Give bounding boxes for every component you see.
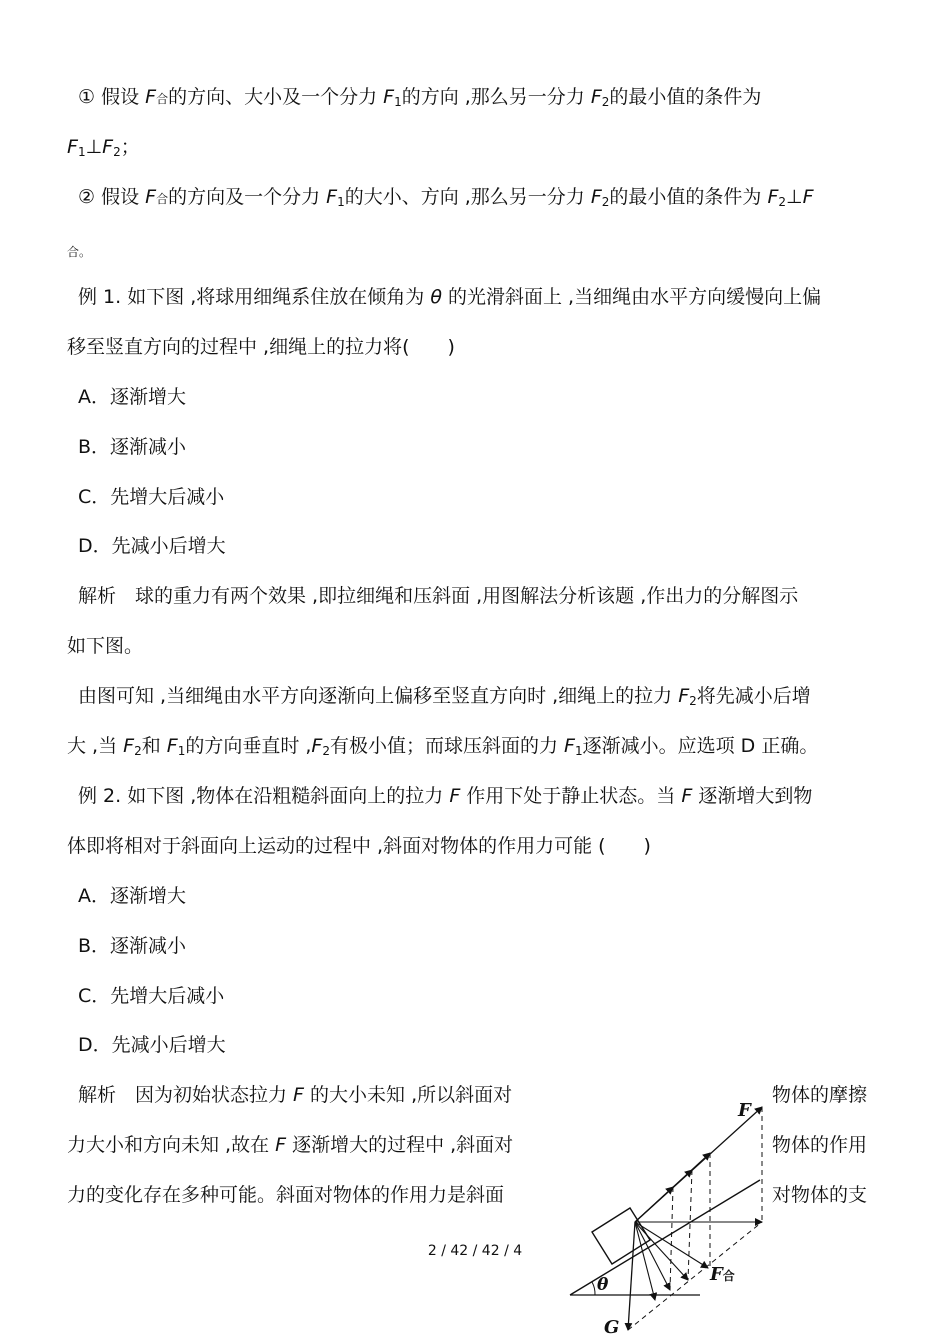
text: 的最小值的条件为 bbox=[609, 186, 768, 208]
example-1-option-b: B．逐渐减小 bbox=[78, 436, 187, 458]
example-2-option-b: B．逐渐减小 bbox=[78, 935, 187, 957]
var-f: F bbox=[681, 785, 693, 807]
example-1-solution-line-3 bbox=[78, 684, 811, 713]
example-1-solution-line-4 bbox=[67, 734, 818, 763]
subscript-he: 合 bbox=[156, 92, 169, 106]
theta-arc bbox=[592, 1282, 595, 1295]
var-f: F bbox=[564, 735, 575, 757]
semicolon: ； bbox=[120, 136, 140, 158]
var-f: F bbox=[166, 735, 178, 757]
text: 由图可知 ,当细绳由水平方向逐渐向上偏移至竖直方向时 ,细绳上的拉力 bbox=[78, 685, 679, 707]
example-2-question-line-2: 体即将相对于斜面向上运动的过程中 ,斜面对物体的作用力可能 ( ) bbox=[67, 835, 651, 857]
perp: ⊥ bbox=[786, 186, 803, 208]
var-f: F bbox=[275, 1134, 287, 1156]
dashed-line bbox=[670, 1187, 673, 1290]
text: 的大小、方向 ,那么另一分力 bbox=[344, 186, 591, 208]
note-1-line-1 bbox=[78, 85, 761, 114]
subscript-he: 合 bbox=[156, 192, 169, 206]
example-1-solution-line-1: 解析 球的重力有两个效果 ,即拉细绳和压斜面 ,用图解法分析该题 ,作出力的分解图示 bbox=[78, 585, 799, 607]
text: 的大小未知 ,所以斜面对 bbox=[303, 1084, 513, 1106]
var-f: F bbox=[67, 136, 78, 158]
example-2-solution-line-3-right: 对物体的支 bbox=[772, 1184, 868, 1206]
sub: 1 bbox=[77, 145, 86, 159]
force-arrow bbox=[635, 1187, 673, 1222]
example-2-solution-line-3-left: 力的变化存在多种可能。斜面对物体的作用力是斜面 bbox=[67, 1184, 505, 1206]
text: 例 2. 如下图 ,物体在沿粗糙斜面向上的拉力 bbox=[78, 785, 450, 807]
example-2-solution-line-2-left bbox=[67, 1133, 513, 1157]
sub: 2 bbox=[113, 145, 121, 159]
var-theta: θ bbox=[430, 286, 442, 308]
force-g-label: G bbox=[604, 1317, 620, 1338]
example-1-option-d: D．先减小后增大 bbox=[78, 535, 226, 557]
text: 作用下处于静止状态。当 bbox=[460, 785, 682, 807]
var-f: F bbox=[802, 186, 814, 208]
sub: 1 bbox=[394, 95, 402, 109]
var-f: F bbox=[145, 186, 157, 208]
example-2-option-d: D．先减小后增大 bbox=[78, 1034, 226, 1056]
text: ① 假设 bbox=[78, 86, 146, 108]
text: 有极小值；而球压斜面的力 bbox=[330, 735, 565, 757]
page-number: 2 / 42 / 42 / 4 bbox=[427, 1243, 523, 1259]
text: 的光滑斜面上 ,当细绳由水平方向缓慢向上偏 bbox=[441, 286, 822, 308]
text: 解析 因为初始状态拉力 bbox=[78, 1084, 294, 1106]
example-1-option-c: C．先增大后减小 bbox=[78, 486, 225, 508]
var-f: F bbox=[293, 1084, 304, 1106]
note-2-line-2 bbox=[67, 240, 91, 264]
text: 的最小值的条件为 bbox=[609, 86, 762, 108]
var-f: F bbox=[123, 735, 135, 757]
text: 例 1. 如下图 ,将球用细绳系住放在倾角为 bbox=[78, 286, 431, 308]
note-1-line-2 bbox=[67, 135, 140, 164]
text: 将先减小后增 bbox=[696, 685, 811, 707]
sub: 2 bbox=[601, 95, 610, 109]
example-2-solution-line-1-right: 物体的摩擦 bbox=[772, 1084, 868, 1106]
perp: ⊥ bbox=[85, 136, 103, 158]
text: 逐渐增大的过程中 ,斜面对 bbox=[286, 1134, 514, 1156]
var-f: F bbox=[326, 186, 338, 208]
example-2-solution-line-1-left bbox=[78, 1083, 512, 1107]
text: 逐渐减小。应选项 D 正确。 bbox=[582, 735, 819, 757]
text: 和 bbox=[141, 735, 167, 757]
text: 合。 bbox=[67, 245, 92, 259]
note-2-line-1 bbox=[78, 185, 814, 214]
text: 逐渐增大到物 bbox=[692, 785, 813, 807]
sub: 1 bbox=[177, 744, 186, 758]
text: 力大小和方向未知 ,故在 bbox=[67, 1134, 276, 1156]
sub: 2 bbox=[134, 744, 142, 758]
var-f: F bbox=[145, 86, 157, 108]
text: 的方向及一个分力 bbox=[168, 186, 327, 208]
sub: 1 bbox=[574, 744, 583, 758]
text: 的方向 ,那么另一分力 bbox=[401, 86, 591, 108]
text: 的方向垂直时 , bbox=[185, 735, 312, 757]
example-2-option-c: C．先增大后减小 bbox=[78, 985, 225, 1007]
var-f: F bbox=[449, 785, 461, 807]
text: ② 假设 bbox=[78, 186, 146, 208]
example-1-solution-line-2: 如下图。 bbox=[67, 635, 144, 657]
sub: 2 bbox=[778, 195, 787, 209]
var-f: F bbox=[590, 186, 602, 208]
var-f: F bbox=[590, 86, 602, 108]
theta-label: θ bbox=[597, 1275, 609, 1295]
example-2-option-a: A．逐渐增大 bbox=[78, 885, 186, 907]
resultant-label-sub: 合 bbox=[722, 1269, 735, 1283]
sub: 2 bbox=[322, 744, 330, 758]
sub: 1 bbox=[337, 195, 345, 209]
var-f: F bbox=[678, 685, 690, 707]
resultant-label-main: F bbox=[710, 1264, 723, 1285]
var-f: F bbox=[383, 86, 395, 108]
example-2-solution-line-2-right: 物体的作用 bbox=[772, 1134, 868, 1156]
example-1-question-line-2: 移至竖直方向的过程中 ,细绳上的拉力将( ) bbox=[67, 336, 455, 358]
text: 大 ,当 bbox=[67, 735, 124, 757]
resultant-label bbox=[709, 1264, 735, 1285]
example-1-question-line-1 bbox=[78, 285, 821, 309]
text: 的方向、大小及一个分力 bbox=[168, 86, 384, 108]
var-f: F bbox=[102, 136, 114, 158]
sub: 2 bbox=[601, 195, 610, 209]
example-2-question-line-1 bbox=[78, 784, 812, 808]
example-1-option-a: A．逐渐增大 bbox=[78, 386, 186, 408]
var-f: F bbox=[311, 735, 323, 757]
sub: 2 bbox=[689, 694, 697, 708]
force-diagram bbox=[560, 1090, 775, 1340]
dashed-line bbox=[688, 1170, 692, 1280]
var-f: F bbox=[767, 186, 779, 208]
force-f-label: F bbox=[738, 1100, 751, 1121]
